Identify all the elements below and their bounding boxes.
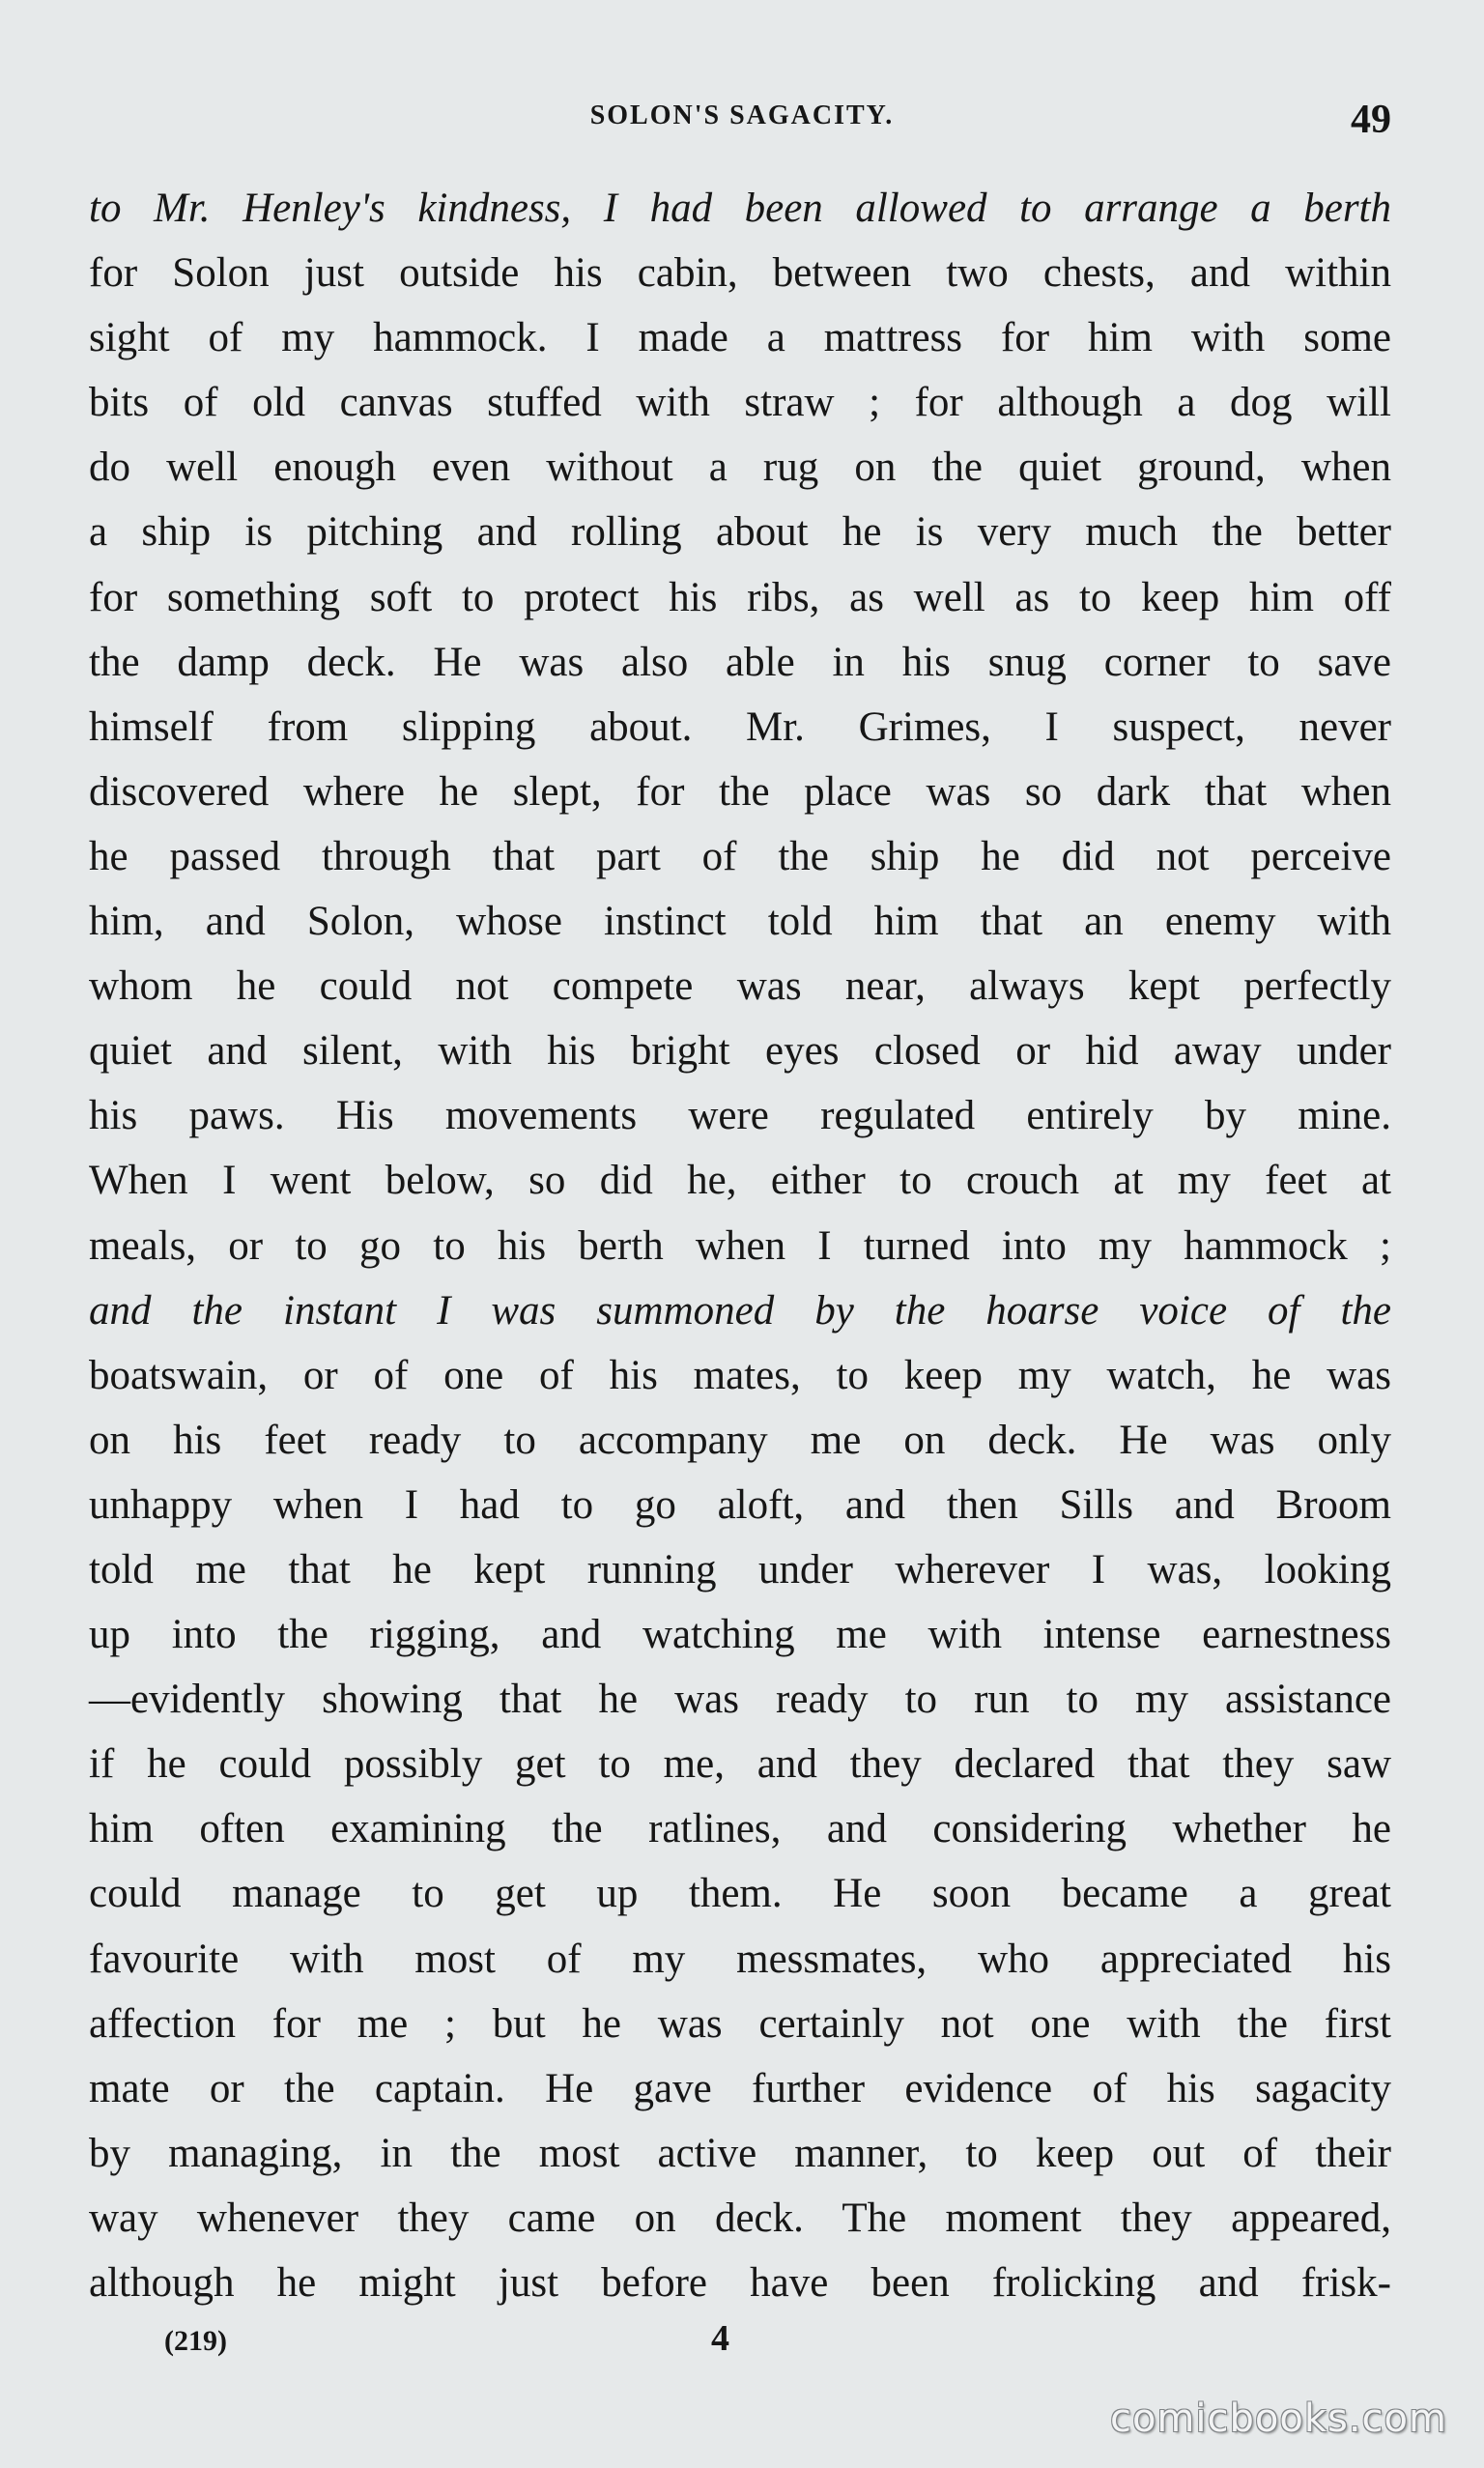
text-line: whom he could not compete was near, always kept perfectly xyxy=(89,963,1391,1010)
text-line: discovered where he slept, for the place was so dark that when xyxy=(89,768,1391,815)
text-line: the damp deck. He was also able in his snug corner to save xyxy=(89,639,1391,685)
text-line: for something soft to protect his ribs, as well as to keep him off xyxy=(89,574,1391,620)
text-line: for Solon just outside his cabin, between two chests, and within xyxy=(89,250,1391,297)
text-line: him, and Solon, whose instinct told him that an enemy with xyxy=(89,899,1391,945)
text-line: mate or the captain. He gave further evidence of his sagacity xyxy=(89,2065,1391,2111)
text-line: way whenever they came on deck. The moment they appeared, xyxy=(89,2195,1391,2241)
text-line: by managing, in the most active manner, to keep out of their xyxy=(89,2130,1391,2176)
text-line: although he might just before have been frolicking and frisk- xyxy=(89,2260,1391,2306)
text-line: to Mr. Henley's kindness, I had been allowed to arrange a berth xyxy=(89,186,1391,231)
text-line: favourite with most of my messmates, who appreciated his xyxy=(89,1936,1391,1982)
text-line: his paws. His movements were regulated entirely by mine. xyxy=(89,1093,1391,1139)
body-text xyxy=(89,176,1391,2315)
running-title: SOLON'S SAGACITY. xyxy=(589,100,895,130)
text-line: —evidently showing that he was ready to run to my assistance xyxy=(89,1677,1391,1723)
text-line: if he could possibly get to me, and they declared that they saw xyxy=(89,1741,1391,1788)
page-number: 49 xyxy=(1351,98,1391,142)
text-line: meals, or to go to his berth when I turned into my hammock ; xyxy=(89,1222,1391,1269)
gathering-number: 4 xyxy=(711,2318,729,2359)
text-line: he passed through that part of the ship he did not perceive xyxy=(89,833,1391,879)
running-head xyxy=(0,97,1484,142)
text-line: himself from slipping about. Mr. Grimes, I suspect, never xyxy=(89,703,1391,750)
text-line: and the instant I was summoned by the hoarse voice of the xyxy=(89,1287,1391,1334)
text-line: a ship is pitching and rolling about he is very much the better xyxy=(89,509,1391,556)
text-line: on his feet ready to accompany me on deck. He was only xyxy=(89,1417,1391,1463)
printer-signature-mark: (219) xyxy=(164,2325,227,2357)
text-line: could manage to get up them. He soon became a great xyxy=(89,1871,1391,1917)
text-line: him often examining the ratlines, and considering whether he xyxy=(89,1806,1391,1852)
text-line: bits of old canvas stuffed with straw ; for although a dog will xyxy=(89,380,1391,426)
watermark: comicbooks.com xyxy=(1109,2396,1447,2441)
text-line: up into the rigging, and watching me with intense earnestness xyxy=(89,1612,1391,1658)
text-line: affection for me ; but he was certainly not one with the first xyxy=(89,2000,1391,2047)
text-line: do well enough even without a rug on the quiet ground, when xyxy=(89,445,1391,491)
text-line: sight of my hammock. I made a mattress for him with some xyxy=(89,315,1391,361)
text-line: quiet and silent, with his bright eyes closed or hid away under xyxy=(89,1028,1391,1075)
text-line: unhappy when I had to go aloft, and then Sills and Broom xyxy=(89,1481,1391,1528)
text-line: told me that he kept running under wherever I was, looking xyxy=(89,1546,1391,1593)
text-line: When I went below, so did he, either to crouch at my feet at xyxy=(89,1158,1391,1204)
text-line: boatswain, or of one of his mates, to keep my watch, he was xyxy=(89,1352,1391,1398)
